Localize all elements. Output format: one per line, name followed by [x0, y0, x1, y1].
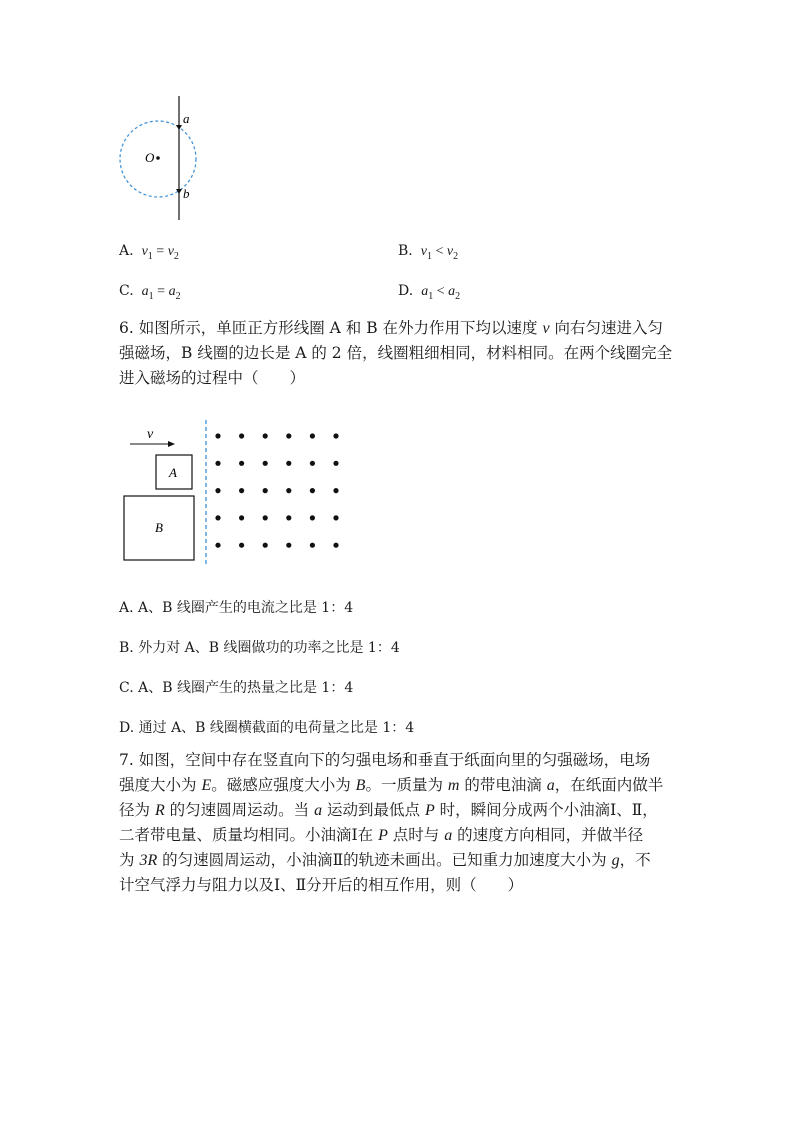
field-dot	[239, 515, 244, 520]
q7-line-1: 7. 如图，空间中存在竖直向下的匀强电场和垂直于纸面向里的匀强磁场，电场	[119, 751, 651, 769]
field-dot	[263, 543, 268, 548]
field-dot	[263, 433, 268, 438]
q5-option-a[interactable]: A. $v_1 = v_2$	[119, 243, 179, 262]
velocity-arrow-head	[168, 441, 175, 447]
option-letter: A.	[119, 243, 134, 259]
label-b: b	[183, 186, 190, 201]
field-dot	[215, 488, 220, 493]
q6-choice-a[interactable]: A. A、B 线圈产生的电流之比是 1：4	[119, 600, 354, 616]
field-dot	[333, 433, 338, 438]
label-v: v	[147, 427, 154, 442]
q6-line-1: 6. 如图所示，单匝正方形线圈 A 和 B 在外力作用下均以速度 v 向右匀速进入匀	[119, 319, 663, 337]
q7-line-5: 为 3R 的匀速圆周运动，小油滴Ⅱ的轨迹未画出。已知重力加速度大小为 g，不	[119, 851, 651, 869]
field-dot	[310, 543, 315, 548]
figure-circle-diagram	[110, 92, 220, 224]
field-dot	[263, 515, 268, 520]
field-dot	[310, 433, 315, 438]
q6-line-2: 强磁场，B 线圈的边长是 A 的 2 倍，线圈粗细相同，材料相同。在两个线圈完全	[119, 344, 673, 362]
q5-option-d[interactable]: D. $a_1 < a_2$	[398, 283, 461, 302]
field-dot	[215, 461, 220, 466]
field-dot	[310, 461, 315, 466]
q6-choice-d[interactable]: D. 通过 A、B 线圈横截面的电荷量之比是 1：4	[119, 720, 415, 736]
field-dot	[310, 488, 315, 493]
q7-line-2: 强度大小为 E。磁感应强度大小为 B。一质量为 m 的带电油滴 a，在纸面内做半	[119, 776, 664, 794]
field-dot	[263, 461, 268, 466]
field-dot	[239, 433, 244, 438]
field-dot	[333, 543, 338, 548]
q7-line-3: 径为 R 的匀速圆周运动。当 a 运动到最低点 P 时，瞬间分成两个小油滴Ⅰ、Ⅱ，	[119, 801, 658, 819]
field-dot	[333, 488, 338, 493]
field-dot	[286, 488, 291, 493]
q7-line-6: 计空气浮力与阻力以及Ⅰ、Ⅱ分开后的相互作用，则（ ）	[119, 876, 524, 894]
field-dot	[310, 515, 315, 520]
option-letter: D.	[398, 283, 414, 299]
field-dot	[333, 461, 338, 466]
option-letter: C.	[119, 283, 134, 299]
field-dot	[286, 515, 291, 520]
center-point	[156, 156, 160, 160]
label-B: B	[155, 520, 163, 535]
field-dot	[333, 515, 338, 520]
q5-option-c[interactable]: C. $a_1 = a_2$	[119, 283, 181, 302]
figure-coils-field	[118, 418, 348, 568]
field-dot	[239, 543, 244, 548]
label-a: a	[183, 111, 190, 126]
field-dots	[215, 433, 338, 547]
field-dot	[215, 543, 220, 548]
field-dot	[263, 488, 268, 493]
field-dot	[215, 515, 220, 520]
field-dot	[239, 461, 244, 466]
q7-line-4: 二者带电量、质量均相同。小油滴Ⅰ在 P 点时与 a 的速度方向相同，并做半径	[119, 826, 644, 844]
q6-line-3: 进入磁场的过程中（ ）	[119, 369, 306, 387]
q6-stem	[119, 316, 679, 391]
q5-option-b[interactable]: B. $v_1 < v_2$	[398, 243, 459, 262]
field-dot	[286, 543, 291, 548]
field-dot	[286, 433, 291, 438]
label-A: A	[169, 465, 177, 480]
field-dot	[215, 433, 220, 438]
q6-choice-c[interactable]: C. A、B 线圈产生的热量之比是 1：4	[119, 680, 354, 696]
label-O: O	[145, 150, 155, 165]
q7-stem	[119, 748, 679, 898]
field-dot	[286, 461, 291, 466]
field-dot	[239, 488, 244, 493]
q6-choice-b[interactable]: B. 外力对 A、B 线圈做功的功率之比是 1：4	[119, 640, 400, 656]
option-letter: B.	[398, 243, 413, 259]
